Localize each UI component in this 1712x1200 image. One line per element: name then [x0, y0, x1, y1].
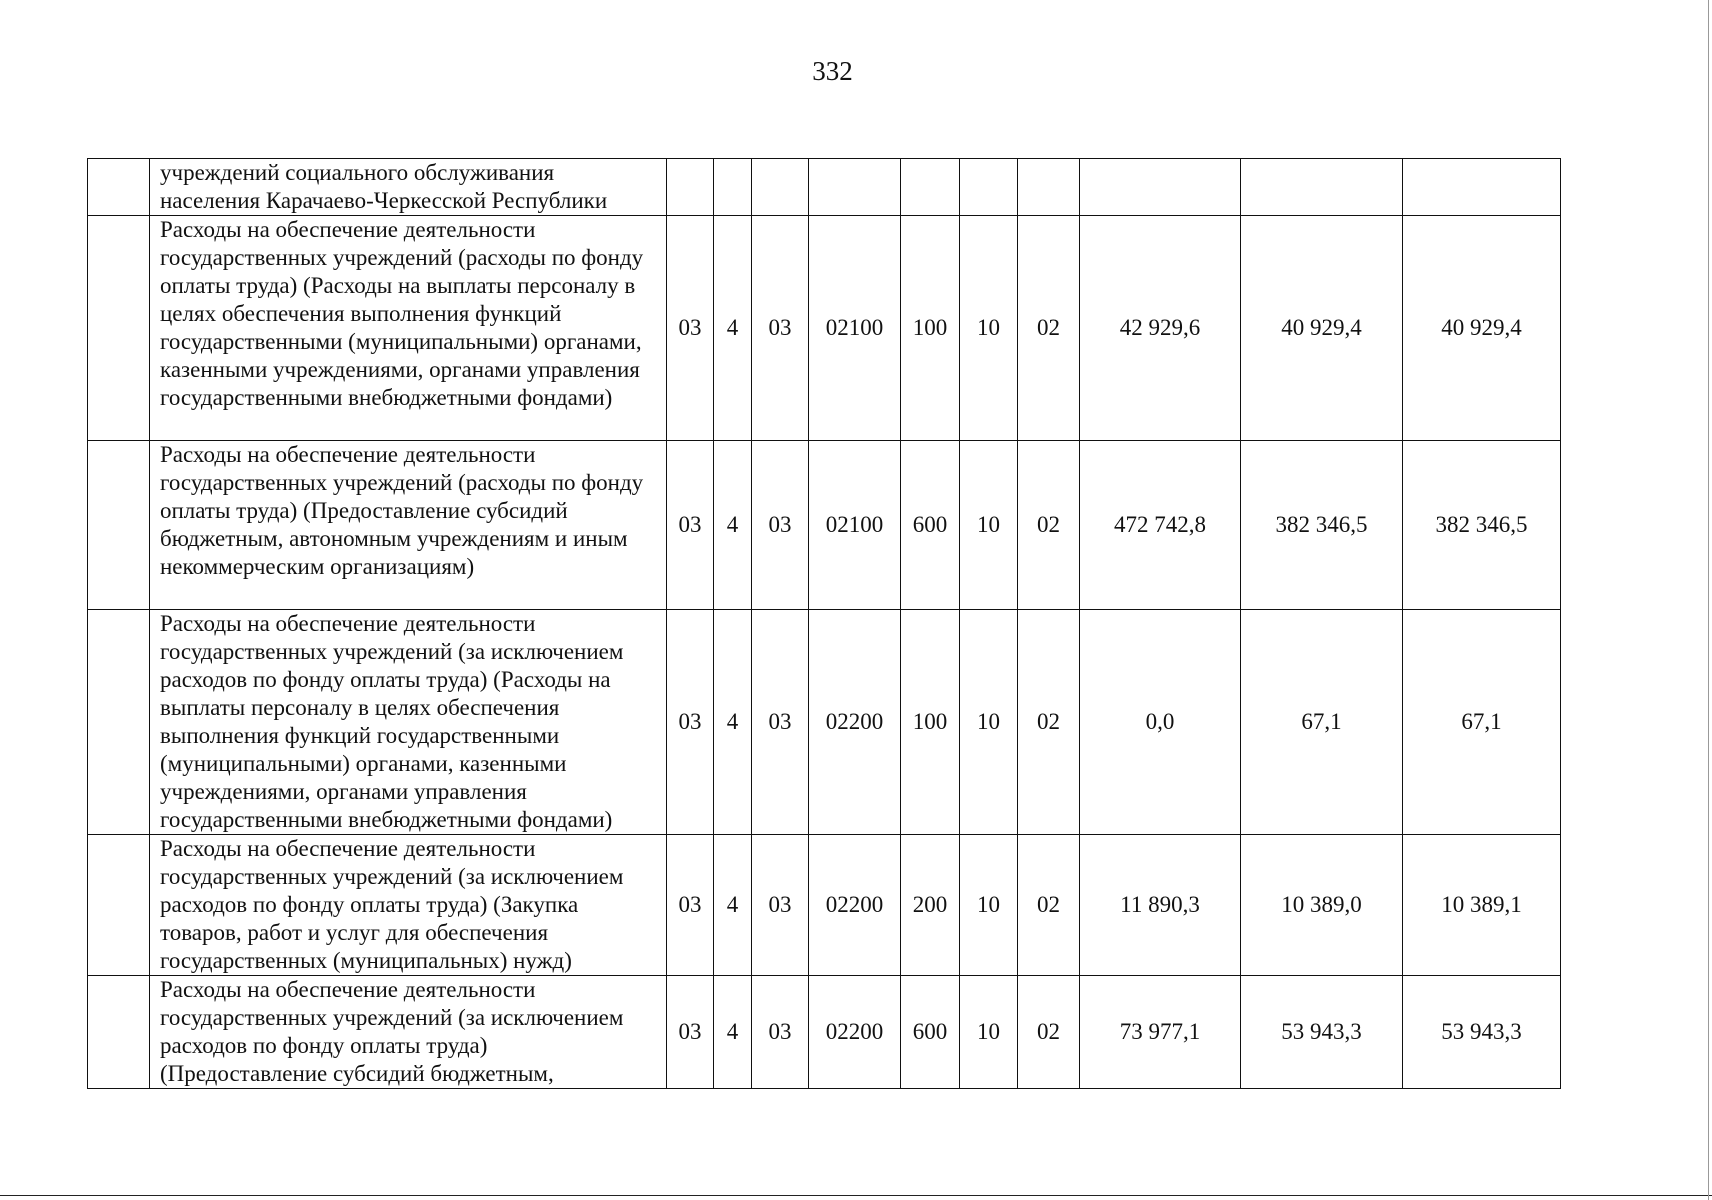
amount-year-3: 10 389,1 [1403, 835, 1561, 976]
subsection-code [752, 159, 809, 216]
sub-code-b: 02 [1018, 216, 1080, 441]
subsection-code: 03 [752, 610, 809, 835]
sub-code-b: 02 [1018, 976, 1080, 1089]
amount-year-3 [1403, 159, 1561, 216]
expense-type-code: 100 [901, 610, 960, 835]
expense-description: Расходы на обеспечение деятельности государственных учреждений (расходы по фонду оплаты труда) (Предоставление субсидий бюджетным, автономным учреждениям и иным некоммерческим организациям) [150, 441, 667, 610]
amount-year-2: 67,1 [1241, 610, 1403, 835]
program-code: 02200 [809, 976, 901, 1089]
program-code: 02100 [809, 216, 901, 441]
table-row [88, 976, 1561, 1089]
row-number-cell [88, 976, 150, 1089]
expense-description: Расходы на обеспечение деятельности государственных учреждений (за исключением расходов по фонду оплаты труда) (Закупка товаров, работ и услуг для обеспечения государственных (муниципальных) нужд) [150, 835, 667, 976]
expense-description: Расходы на обеспечение деятельности государственных учреждений (за исключением расходов по фонду оплаты труда) (Предоставление субсидий бюджетным, [150, 976, 667, 1089]
sub-code-b [1018, 159, 1080, 216]
sub-code-a: 10 [960, 976, 1018, 1089]
amount-year-1: 0,0 [1080, 610, 1241, 835]
amount-year-3: 67,1 [1403, 610, 1561, 835]
amount-year-2 [1241, 159, 1403, 216]
expense-type-code: 600 [901, 976, 960, 1089]
ministry-code: 03 [667, 610, 714, 835]
sub-code-a: 10 [960, 835, 1018, 976]
sub-code-a: 10 [960, 610, 1018, 835]
table-row [88, 835, 1561, 976]
ministry-code: 03 [667, 835, 714, 976]
subsection-code: 03 [752, 976, 809, 1089]
amount-year-3: 382 346,5 [1403, 441, 1561, 610]
section-code [714, 159, 752, 216]
sub-code-b: 02 [1018, 441, 1080, 610]
page-number: 332 [812, 56, 853, 86]
table-row [88, 216, 1561, 441]
amount-year-1: 42 929,6 [1080, 216, 1241, 441]
amount-year-2: 40 929,4 [1241, 216, 1403, 441]
amount-year-2: 53 943,3 [1241, 976, 1403, 1089]
program-code [809, 159, 901, 216]
sub-code-a [960, 159, 1018, 216]
amount-year-2: 382 346,5 [1241, 441, 1403, 610]
amount-year-1 [1080, 159, 1241, 216]
row-number-cell [88, 441, 150, 610]
sub-code-a: 10 [960, 441, 1018, 610]
amount-year-1: 73 977,1 [1080, 976, 1241, 1089]
sub-code-b: 02 [1018, 835, 1080, 976]
subsection-code: 03 [752, 835, 809, 976]
expense-description: Расходы на обеспечение деятельности государственных учреждений (расходы по фонду оплаты труда) (Расходы на выплаты персоналу в целях обеспечения выполнения функций государственными (муниципальными) органами, казенными учреждениями, органами управления государственными внебюджетными фондами) [150, 216, 667, 441]
amount-year-2: 10 389,0 [1241, 835, 1403, 976]
row-number-cell [88, 159, 150, 216]
table-row [88, 610, 1561, 835]
program-code: 02200 [809, 835, 901, 976]
ministry-code: 03 [667, 216, 714, 441]
table-row [88, 441, 1561, 610]
program-code: 02200 [809, 610, 901, 835]
section-code: 4 [714, 216, 752, 441]
table-row [88, 159, 1561, 216]
expense-type-code: 600 [901, 441, 960, 610]
sub-code-a: 10 [960, 216, 1018, 441]
section-code: 4 [714, 976, 752, 1089]
section-code: 4 [714, 835, 752, 976]
page-frame-bottom-line [0, 1195, 1712, 1196]
ministry-code: 03 [667, 976, 714, 1089]
subsection-code: 03 [752, 441, 809, 610]
amount-year-3: 53 943,3 [1403, 976, 1561, 1089]
expense-description: Расходы на обеспечение деятельности государственных учреждений (за исключением расходов по фонду оплаты труда) (Расходы на выплаты персоналу в целях обеспечения выполнения функций государственными (муниципальными) органами, казенными учреждениями, органами управления государственными внебюджетными фондами) [150, 610, 667, 835]
expense-description: учреждений социального обслуживания населения Карачаево-Черкесской Республики [150, 159, 667, 216]
row-number-cell [88, 216, 150, 441]
row-number-cell [88, 610, 150, 835]
expense-type-code: 200 [901, 835, 960, 976]
program-code: 02100 [809, 441, 901, 610]
section-code: 4 [714, 441, 752, 610]
subsection-code: 03 [752, 216, 809, 441]
amount-year-1: 472 742,8 [1080, 441, 1241, 610]
budget-table [87, 158, 1561, 1089]
sub-code-b: 02 [1018, 610, 1080, 835]
expense-type-code: 100 [901, 216, 960, 441]
row-number-cell [88, 835, 150, 976]
expense-type-code [901, 159, 960, 216]
amount-year-3: 40 929,4 [1403, 216, 1561, 441]
ministry-code [667, 159, 714, 216]
ministry-code: 03 [667, 441, 714, 610]
amount-year-1: 11 890,3 [1080, 835, 1241, 976]
section-code: 4 [714, 610, 752, 835]
page-frame-right-edge [1708, 0, 1709, 1200]
